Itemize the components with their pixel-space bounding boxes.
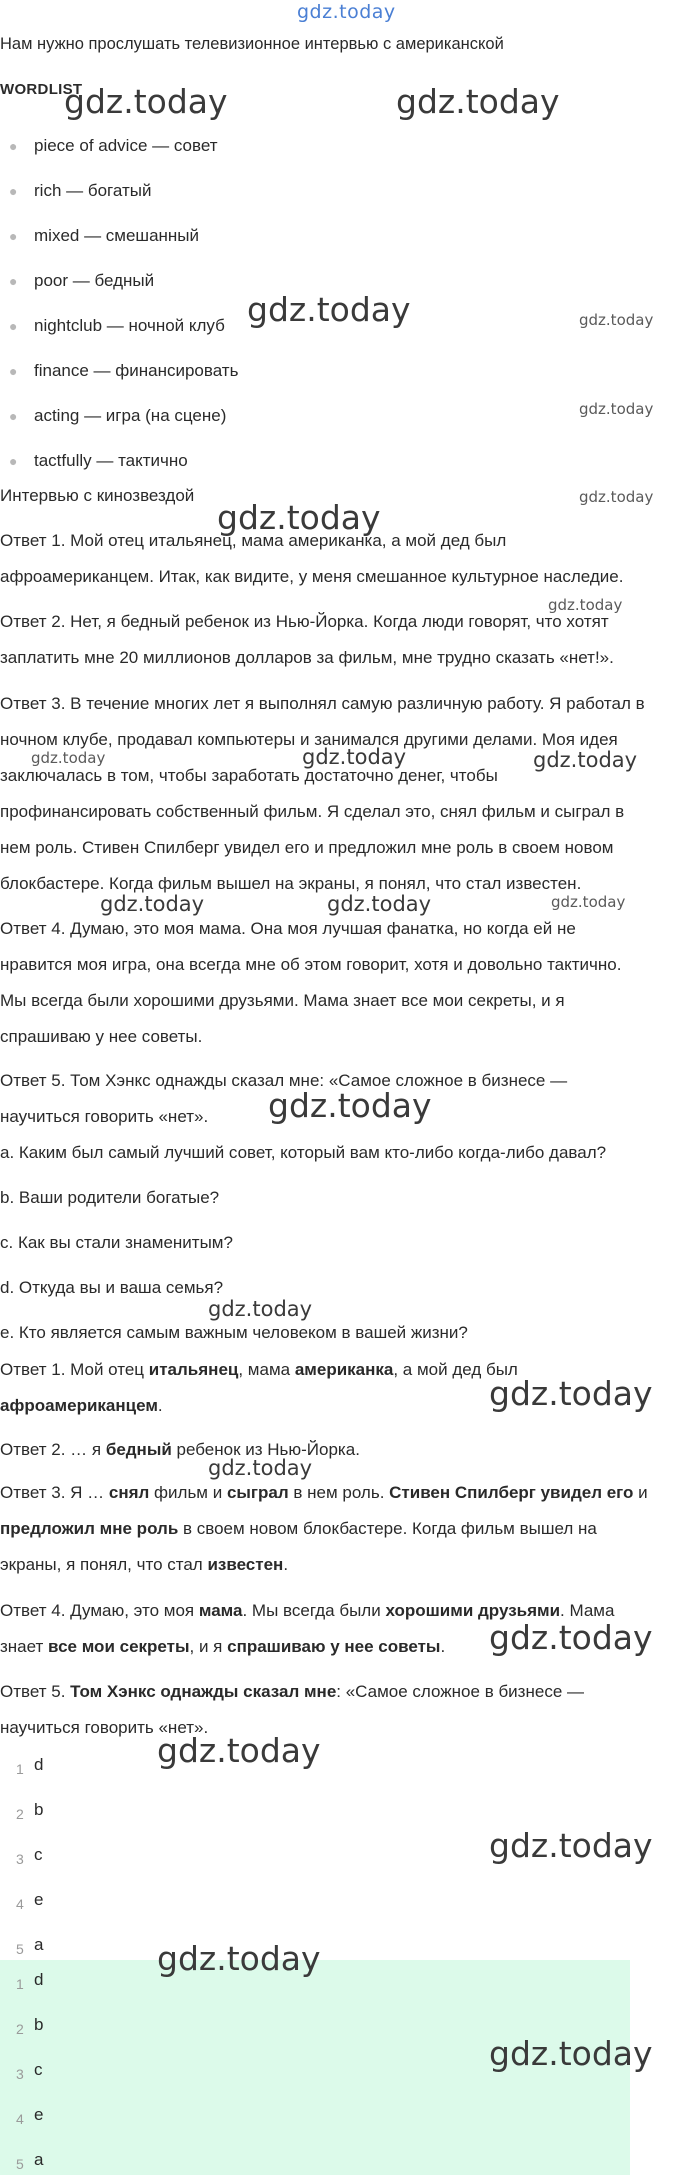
watermark: gdz.today: [489, 1826, 653, 1865]
answer-1: Ответ 1. Мой отец итальянец, мама американка, а мой дед был афроамериканцем. Итак, как видите, у меня смешанное культурное наследие.: [0, 531, 624, 586]
watermark: gdz.today: [327, 892, 432, 916]
watermark: gdz.today: [548, 596, 623, 614]
list-item: 4 e: [16, 1890, 44, 1912]
watermark: gdz.today: [208, 1297, 313, 1321]
bullet-icon: ●: [9, 363, 18, 379]
wordlist-item: ● acting — игра (на сцене): [16, 398, 208, 434]
wordlist-title: WORDLIST: [0, 81, 83, 98]
watermark: gdz.today: [489, 1374, 653, 1413]
watermark: gdz.today: [551, 893, 626, 911]
watermark: gdz.today: [217, 498, 381, 537]
question-a: a. Каким был самый лучший совет, который вам кто-либо когда-либо давал?: [0, 1143, 607, 1162]
question-d: d. Откуда вы и ваша семья?: [0, 1278, 224, 1297]
watermark: gdz.today: [208, 1456, 313, 1480]
watermark: gdz.today: [100, 892, 205, 916]
bullet-icon: ●: [9, 183, 18, 199]
list-item: 1 d: [16, 1970, 44, 1992]
highlighted-answer-5: Ответ 5. Том Хэнкс однажды сказал мне: «Самое сложное в бизнесе — научиться говорить «нет».: [0, 1682, 584, 1737]
section-title: Интервью с кинозвездой: [0, 486, 195, 505]
watermark: gdz.today: [489, 2034, 653, 2073]
wordlist-item: ● piece of advice — совет: [16, 128, 200, 164]
wordlist-item: ● mixed — смешанный: [16, 218, 181, 254]
answer-4: Ответ 4. Думаю, это моя мама. Она моя лучшая фанатка, но когда ей не нравится моя игра, она всегда мне об этом говорит, хотя и довольно тактично. Мы всегда были хорошими друзьями. Мама знает все мои секреты, и я спрашиваю у нее советы.: [0, 919, 622, 1046]
bullet-icon: ●: [9, 318, 18, 334]
answer-5: Ответ 5. Том Хэнкс однажды сказал мне: «Самое сложное в бизнесе — научиться говорить «нет».: [0, 1071, 568, 1126]
watermark: gdz.today: [579, 400, 654, 418]
question-c: c. Как вы стали знаменитым?: [0, 1233, 233, 1252]
highlighted-answer-1: Ответ 1. Мой отец итальянец, мама американка, а мой дед был афроамериканцем.: [0, 1360, 518, 1415]
watermark: gdz.today: [489, 1618, 653, 1657]
list-item: 3 c: [16, 1845, 43, 1867]
wordlist-item: ● nightclub — ночной клуб: [16, 308, 207, 344]
watermark: gdz.today: [579, 311, 654, 329]
list-item: 2 b: [16, 2015, 44, 2037]
answer-3: Ответ 3. В течение многих лет я выполнял самую различную работу. Я работал в ночном клубе, продавал компьютеры и занимался другими делами. Моя идея заключалась в том, чтобы заработать достаточно денег, чтобы профинансировать собственный фильм. Я сделал это, снял фильм и сыграл в нем роль. Стивен Спилберг увидел его и предложил мне роль в своем новом блокбастере. Когда фильм вышел на экраны, я понял, что стал известен.: [0, 694, 645, 893]
wordlist-item: ● finance — финансировать: [16, 353, 220, 389]
watermark: gdz.today: [247, 290, 411, 329]
wordlist-item: ● poor — бедный: [16, 263, 136, 299]
watermark: gdz.today: [64, 82, 228, 121]
intro-text: Нам нужно прослушать телевизионное интервью с американской: [0, 35, 504, 53]
list-item: 3 c: [16, 2060, 43, 2082]
highlighted-answer-2: Ответ 2. … я бедный ребенок из Нью-Йорка.: [0, 1440, 360, 1459]
watermark: gdz.today: [579, 488, 654, 506]
list-item: 5 a: [16, 1935, 44, 1957]
watermark: gdz.today: [396, 82, 560, 121]
watermark: gdz.today: [157, 1939, 321, 1978]
watermark: gdz.today: [157, 1731, 321, 1770]
wordlist-item: ● rich — богатый: [16, 173, 133, 209]
watermark: gdz.today: [31, 749, 106, 767]
highlighted-answer-4: Ответ 4. Думаю, это моя мама. Мы всегда были хорошими друзьями. Мама знает все мои секреты, и я спрашиваю у нее советы.: [0, 1601, 615, 1656]
list-item: 5 a: [16, 2150, 44, 2172]
bullet-icon: ●: [9, 408, 18, 424]
question-b: b. Ваши родители богатые?: [0, 1188, 220, 1207]
answer-2: Ответ 2. Нет, я бедный ребенок из Нью-Йорка. Когда люди говорят, что хотят заплатить мне 20 миллионов долларов за фильм, мне трудно сказать «нет!».: [0, 612, 614, 667]
watermark: gdz.today: [268, 1086, 432, 1125]
watermark: gdz.today: [302, 745, 407, 769]
bullet-icon: ●: [9, 273, 18, 289]
watermark: gdz.today: [533, 748, 638, 772]
list-item: 2 b: [16, 1800, 44, 1822]
bullet-icon: ●: [9, 138, 18, 154]
list-item: 1 d: [16, 1755, 44, 1777]
site-logo[interactable]: gdz.today: [297, 1, 396, 23]
wordlist-item: ● tactfully — тактично: [16, 443, 170, 479]
highlighted-answer-3: Ответ 3. Я … снял фильм и сыграл в нем роль. Стивен Спилберг увидел его и предложил мне роль в своем новом блокбастере. Когда фильм вышел на экраны, я понял, что стал известен.: [0, 1483, 648, 1574]
bullet-icon: ●: [9, 453, 18, 469]
bullet-icon: ●: [9, 228, 18, 244]
list-item: 4 e: [16, 2105, 44, 2127]
question-e: e. Кто является самым важным человеком в вашей жизни?: [0, 1323, 468, 1342]
